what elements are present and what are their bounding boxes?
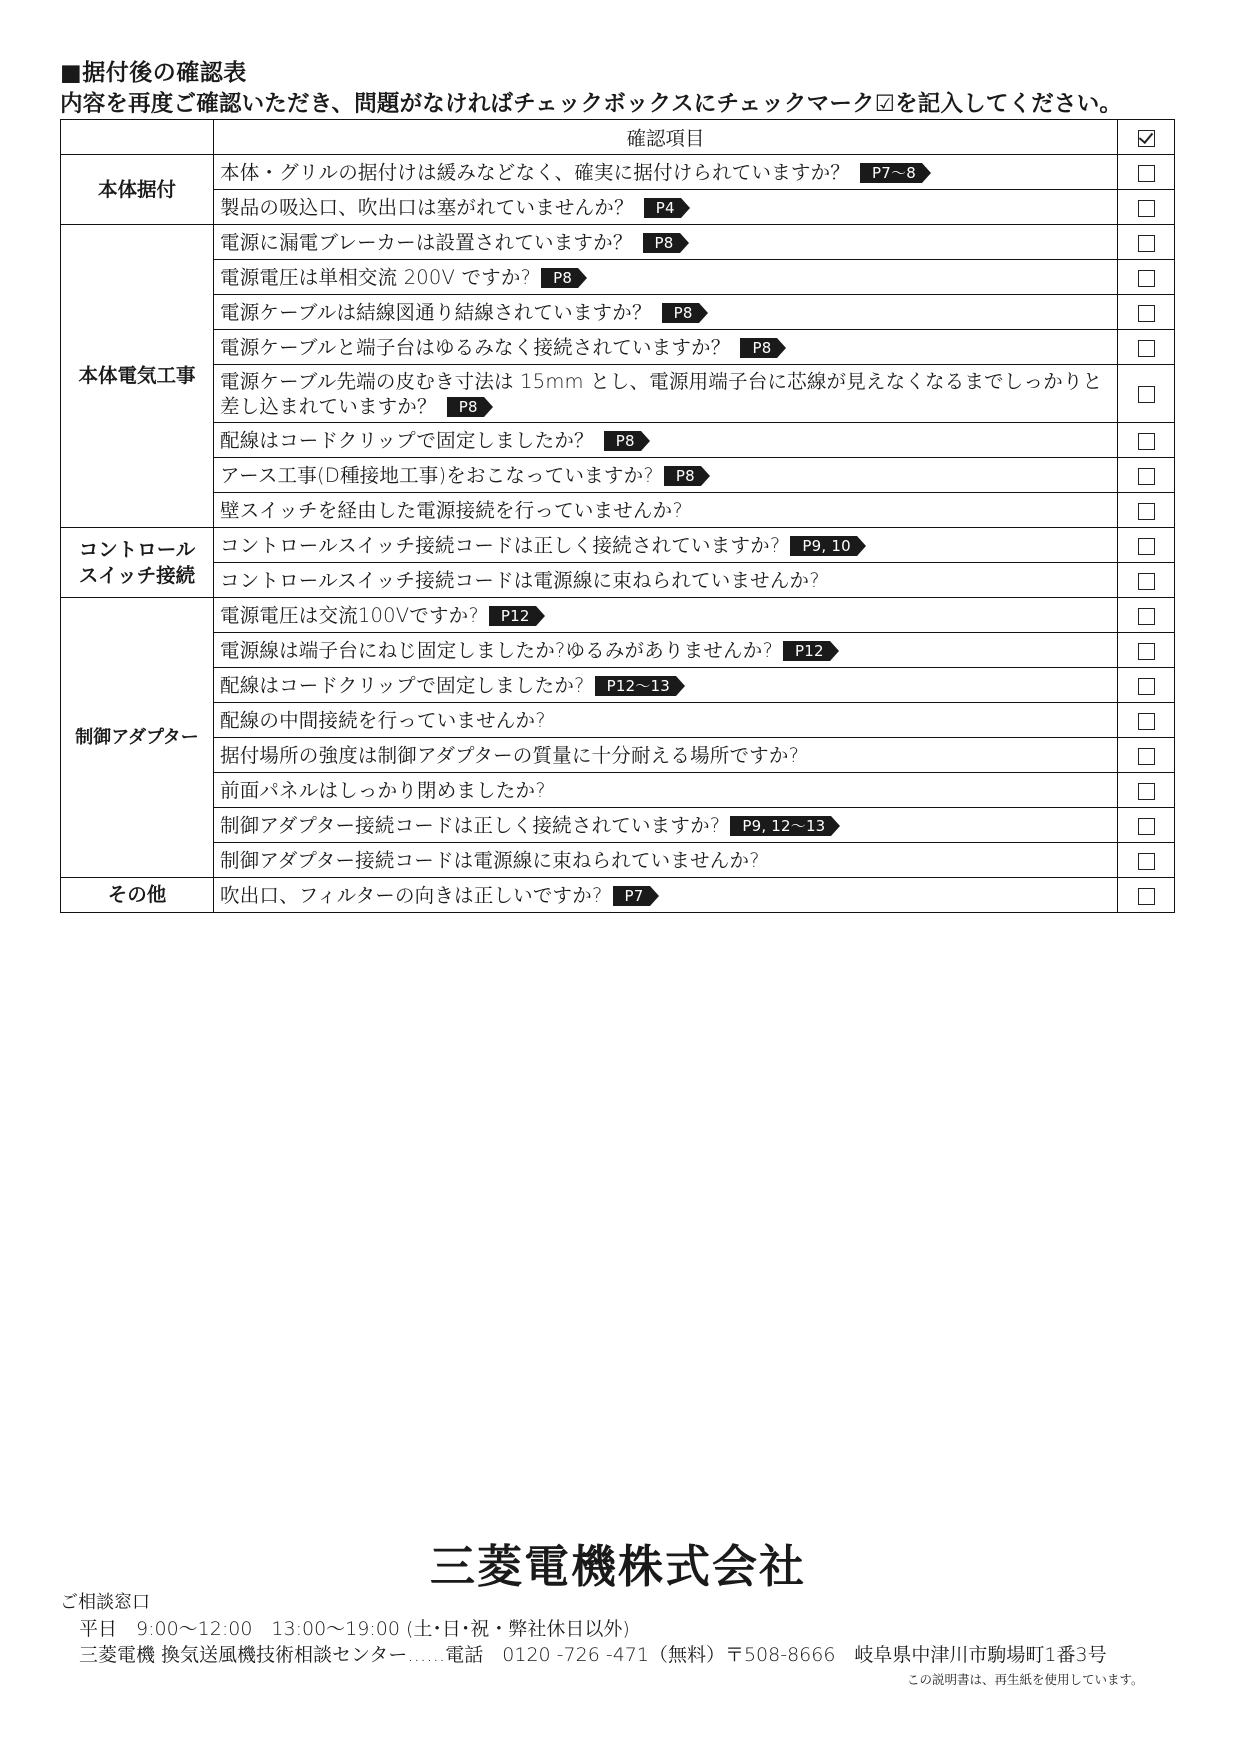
checkbox[interactable] <box>1138 340 1155 357</box>
item-text: 電源ケーブルと端子台はゆるみなく接続されていますか？ <box>220 335 731 359</box>
category-other: その他 <box>61 878 214 913</box>
checkbox-cell[interactable] <box>1118 155 1175 190</box>
checkbox[interactable] <box>1138 678 1155 695</box>
table-row <box>61 260 1175 295</box>
checkbox-cell[interactable] <box>1118 808 1175 843</box>
checkbox[interactable] <box>1138 468 1155 485</box>
table-row <box>61 668 1175 703</box>
page-ref-badge: P9, 12～13 <box>730 816 831 836</box>
checklist-table <box>60 119 1175 913</box>
checkbox-cell[interactable] <box>1118 563 1175 598</box>
page-ref-badge: P8 <box>643 233 680 253</box>
page-ref-badge: P4 <box>644 198 681 218</box>
page-ref-badge: P7 <box>613 886 650 906</box>
check-item <box>214 295 1118 330</box>
checkbox[interactable] <box>1138 608 1155 625</box>
checkbox[interactable] <box>1138 818 1155 835</box>
table-row <box>61 295 1175 330</box>
check-item <box>214 633 1118 668</box>
header-category-cell <box>61 120 214 155</box>
item-text: 壁スイッチを経由した電源接続を行っていませんか? <box>220 498 683 522</box>
item-text: コントロールスイッチ接続コードは電源線に束ねられていませんか? <box>220 568 820 592</box>
checkbox-cell[interactable] <box>1118 260 1175 295</box>
checkbox-cell[interactable] <box>1118 633 1175 668</box>
table-row <box>61 843 1175 878</box>
item-text: 製品の吸込口、吹出口は塞がれていませんか？ <box>220 195 634 219</box>
checkbox[interactable] <box>1138 573 1155 590</box>
checkbox[interactable] <box>1138 783 1155 800</box>
page-ref-badge: P12 <box>783 641 830 661</box>
item-text: 電源ケーブルは結線図通り結線されていますか？ <box>220 300 652 324</box>
header-check-cell <box>1118 120 1175 155</box>
checkbox[interactable] <box>1138 713 1155 730</box>
category-honntai-suetsuke: 本体据付 <box>61 155 214 225</box>
checkbox-cell[interactable] <box>1118 190 1175 225</box>
check-item <box>214 458 1118 493</box>
page-ref-badge: P12～13 <box>595 676 676 696</box>
checkbox-cell[interactable] <box>1118 773 1175 808</box>
check-item <box>214 598 1118 633</box>
check-item <box>214 365 1118 423</box>
item-text: 配線の中間接続を行っていませんか? <box>220 708 546 732</box>
checkbox[interactable] <box>1138 643 1155 660</box>
table-row <box>61 458 1175 493</box>
checkbox-cell[interactable] <box>1118 225 1175 260</box>
checkbox[interactable] <box>1138 386 1155 403</box>
check-item <box>214 528 1118 563</box>
check-item <box>214 843 1118 878</box>
item-text: 制御アダプター接続コードは正しく接続されていますか? <box>220 813 721 837</box>
table-row <box>61 563 1175 598</box>
checkbox-cell[interactable] <box>1118 493 1175 528</box>
category-adapter: 制御アダプター <box>61 598 214 878</box>
page-ref-badge: P12 <box>489 606 536 626</box>
page-ref-badge: P8 <box>604 431 641 451</box>
checkbox[interactable] <box>1138 538 1155 555</box>
checkbox[interactable] <box>1138 888 1155 905</box>
check-item <box>214 668 1118 703</box>
table-row <box>61 598 1175 633</box>
checkbox[interactable] <box>1138 270 1155 287</box>
table-row <box>61 703 1175 738</box>
item-text: 本体・グリルの据付けは緩みなどなく、確実に据付けられていますか？ <box>220 160 851 184</box>
check-item <box>214 773 1118 808</box>
checkbox[interactable] <box>1138 305 1155 322</box>
check-item <box>214 738 1118 773</box>
checkbox[interactable] <box>1138 748 1155 765</box>
table-row <box>61 528 1175 563</box>
page-ref-badge: P8 <box>664 466 701 486</box>
checkbox-cell[interactable] <box>1118 330 1175 365</box>
check-item <box>214 190 1118 225</box>
support-center-info: 三菱電機 換気送風機技術相談センター……電話 0120 -726 -471（無料）〒508-8666 岐阜県中津川市駒場町1番3号 <box>79 1644 1107 1666</box>
item-text: 電源に漏電ブレーカーは設置されていますか？ <box>220 230 633 254</box>
check-item <box>214 878 1118 913</box>
checkbox-cell[interactable] <box>1118 738 1175 773</box>
table-row <box>61 633 1175 668</box>
item-text: アース工事(D種接地工事)をおこなっていますか? <box>220 463 654 487</box>
check-item <box>214 225 1118 260</box>
item-text: 制御アダプター接続コードは電源線に束ねられていませんか? <box>220 848 760 872</box>
check-item <box>214 808 1118 843</box>
table-row <box>61 808 1175 843</box>
checkbox[interactable] <box>1138 433 1155 450</box>
item-text: 据付場所の強度は制御アダプターの質量に十分耐える場所ですか? <box>220 743 800 767</box>
category-line: スイッチ接続 <box>78 563 196 587</box>
checkbox-cell[interactable] <box>1118 668 1175 703</box>
item-text: 前面パネルはしっかり閉めましたか? <box>220 778 546 802</box>
table-row <box>61 155 1175 190</box>
page-ref-badge: P8 <box>447 397 484 417</box>
table-row <box>61 225 1175 260</box>
checkbox-cell[interactable] <box>1118 528 1175 563</box>
check-item <box>214 703 1118 738</box>
recycled-paper-note: この説明書は、再生紙を使用しています。 <box>907 1672 1144 1687</box>
checkbox[interactable] <box>1138 200 1155 217</box>
check-item <box>214 155 1118 190</box>
instruction-text: 内容を再度ご確認いただき、問題がなければチェックボックスにチェックマーク☑を記入してください。 <box>60 91 1123 117</box>
checkbox[interactable] <box>1138 165 1155 182</box>
table-row <box>61 878 1175 913</box>
checkbox-cell[interactable] <box>1118 423 1175 458</box>
table-row <box>61 190 1175 225</box>
category-denki: 本体電気工事 <box>61 225 214 528</box>
page-ref-badge: P9, 10 <box>790 536 856 556</box>
page-ref-badge: P8 <box>740 338 777 358</box>
check-item <box>214 493 1118 528</box>
check-item <box>214 423 1118 458</box>
page-title: ■据付後の確認表 <box>60 60 247 86</box>
column-header: 確認項目 <box>214 120 1118 155</box>
category-control-switch <box>61 528 214 598</box>
item-text: 電源線は端子台にねじ固定しましたか?ゆるみがありませんか? <box>220 638 774 662</box>
category-line: コントロール <box>78 537 196 561</box>
checkbox-cell[interactable] <box>1118 843 1175 878</box>
page-ref-badge: P7～8 <box>860 163 922 183</box>
table-row <box>61 330 1175 365</box>
item-text: 配線はコードクリップで固定しましたか？ <box>220 428 594 452</box>
company-name: 三菱電機株式会社 <box>430 1540 807 1593</box>
table-header-row <box>61 120 1175 155</box>
checkbox-cell[interactable] <box>1118 703 1175 738</box>
checkbox[interactable] <box>1138 503 1155 520</box>
item-text: 電源ケーブル先端の皮むき寸法は 15mm とし、電源用端子台に芯線が見えなくなるまでしっかりと差し込まれていますか？ <box>220 369 1103 418</box>
table-row <box>61 365 1175 423</box>
item-text: コントロールスイッチ接続コードは正しく接続されていますか? <box>220 533 781 557</box>
checked-checkbox-icon <box>1138 130 1155 147</box>
checkbox-cell[interactable] <box>1118 295 1175 330</box>
table-row <box>61 738 1175 773</box>
item-text: 電源電圧は交流100Vですか? <box>220 603 479 627</box>
item-text: 配線はコードクリップで固定しましたか? <box>220 673 585 697</box>
checkbox-cell[interactable] <box>1118 365 1175 423</box>
table-row <box>61 493 1175 528</box>
consult-title: ご相談窓口 <box>60 1592 150 1613</box>
check-item <box>214 260 1118 295</box>
checkbox-cell[interactable] <box>1118 598 1175 633</box>
checkbox-cell[interactable] <box>1118 878 1175 913</box>
checkbox[interactable] <box>1138 853 1155 870</box>
table-row <box>61 423 1175 458</box>
checkbox[interactable] <box>1138 235 1155 252</box>
table-row <box>61 773 1175 808</box>
check-item <box>214 563 1118 598</box>
item-text: 電源電圧は単相交流 200V ですか? <box>220 265 532 289</box>
business-hours: 平日 9:00～12:00 13:00～19:00 (土･日･祝・弊社休日以外) <box>79 1618 630 1640</box>
checkbox-cell[interactable] <box>1118 458 1175 493</box>
page-ref-badge: P8 <box>541 268 578 288</box>
page-ref-badge: P8 <box>662 303 699 323</box>
check-item <box>214 330 1118 365</box>
item-text: 吹出口、フィルターの向きは正しいですか? <box>220 883 603 907</box>
